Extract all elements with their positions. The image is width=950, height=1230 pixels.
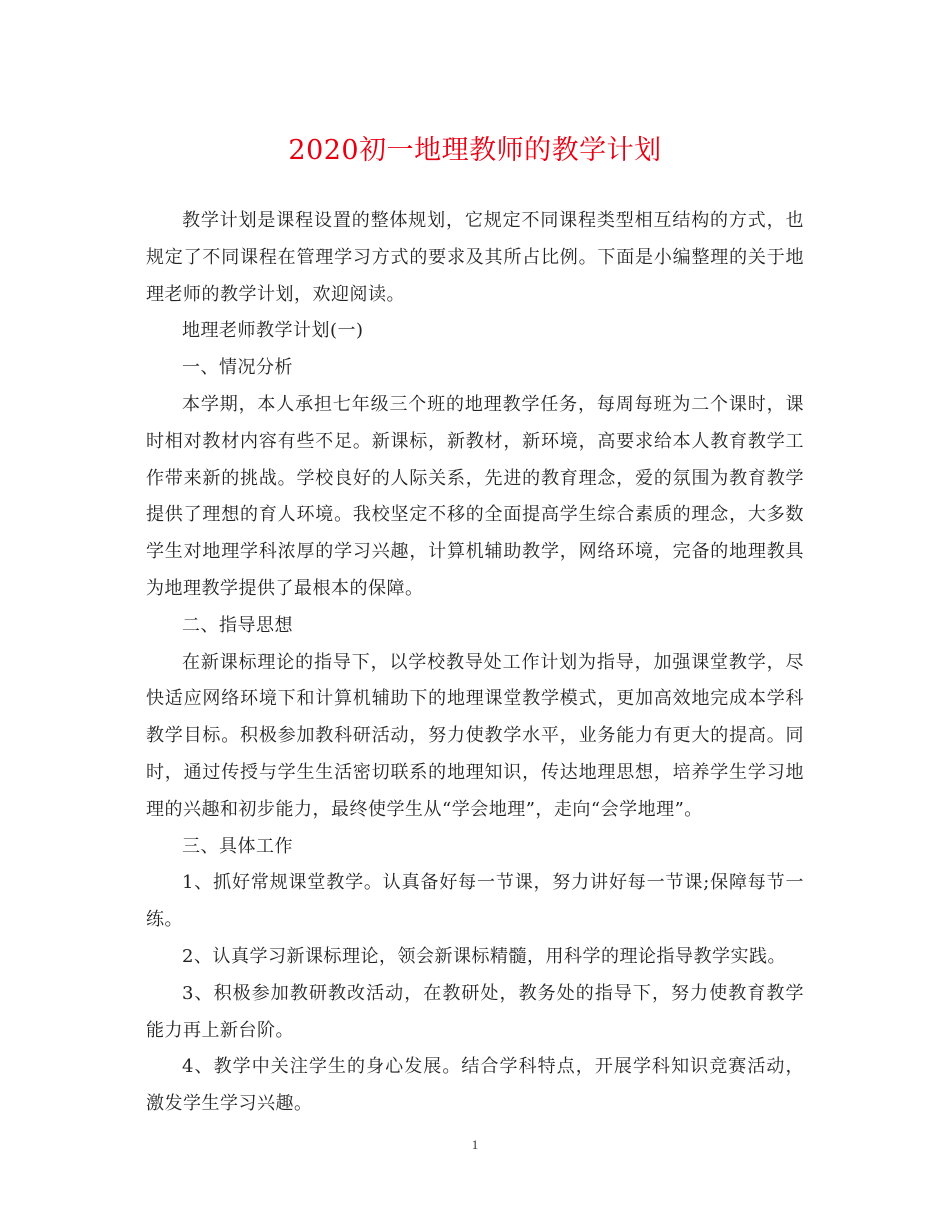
intro-paragraph: 教学计划是课程设置的整体规划，它规定不同课程类型相互结构的方式，也规定了不同课程在管理学习方式的要求及其所占比例。下面是小编整理的关于地理老师的教学计划，欢迎阅读。 [146, 210, 804, 305]
section-heading-situation: 一、情况分析 [182, 357, 293, 379]
work-item-3: 3、积极参加教研教改活动，在教研处，教务处的指导下，努力使教育教学能力再上新台阶。 [146, 982, 804, 1041]
document-title: 2020初一地理教师的教学计划 [288, 135, 662, 166]
guidance-paragraph: 在新课标理论的指导下，以学校教导处工作计划为指导，加强课堂教学，尽快适应网络环境下和计算机辅助下的地理课堂教学模式，更加高效地完成本学科教学目标。积极参加教科研活动，努力使教学水平，业务能力有更大的提高。同时，通过传授与学生生活密切联系的地理知识，传达地理思想，培养学生学习地理的兴趣和初步能力，最终使学生从“学会地理”，走向“会学地理”。 [146, 651, 804, 820]
situation-paragraph: 本学期，本人承担七年级三个班的地理教学任务，每周每班为二个课时，课时相对教材内容有些不足。新课标，新教材，新环境，高要求给本人教育教学工作带来新的挑战。学校良好的人际关系，先进的教育理念，爱的氛围为教育教学提供了理想的育人环境。我校坚定不移的全面提高学生综合素质的理念，大多数学生对地理学科浓厚的学习兴趣，计算机辅助教学，网络环境，完备的地理教具为地理教学提供了最根本的保障。 [146, 393, 804, 599]
work-item-4: 4、教学中关注学生的身心发展。结合学科特点，开展学科知识竞赛活动，激发学生学习兴趣。 [146, 1056, 804, 1115]
work-item-1: 1、抓好常规课堂教学。认真备好每一节课，努力讲好每一节课;保障每节一练。 [146, 872, 804, 931]
page-number: 1 [471, 1137, 479, 1152]
work-item-2: 2、认真学习新课标理论，领会新课标精髓，用科学的理论指导教学实践。 [182, 945, 786, 967]
document-body [146, 203, 804, 1123]
plan-heading: 地理老师教学计划(一) [182, 320, 364, 342]
section-heading-guidance: 二、指导思想 [182, 614, 293, 636]
section-heading-work: 三、具体工作 [182, 835, 293, 857]
